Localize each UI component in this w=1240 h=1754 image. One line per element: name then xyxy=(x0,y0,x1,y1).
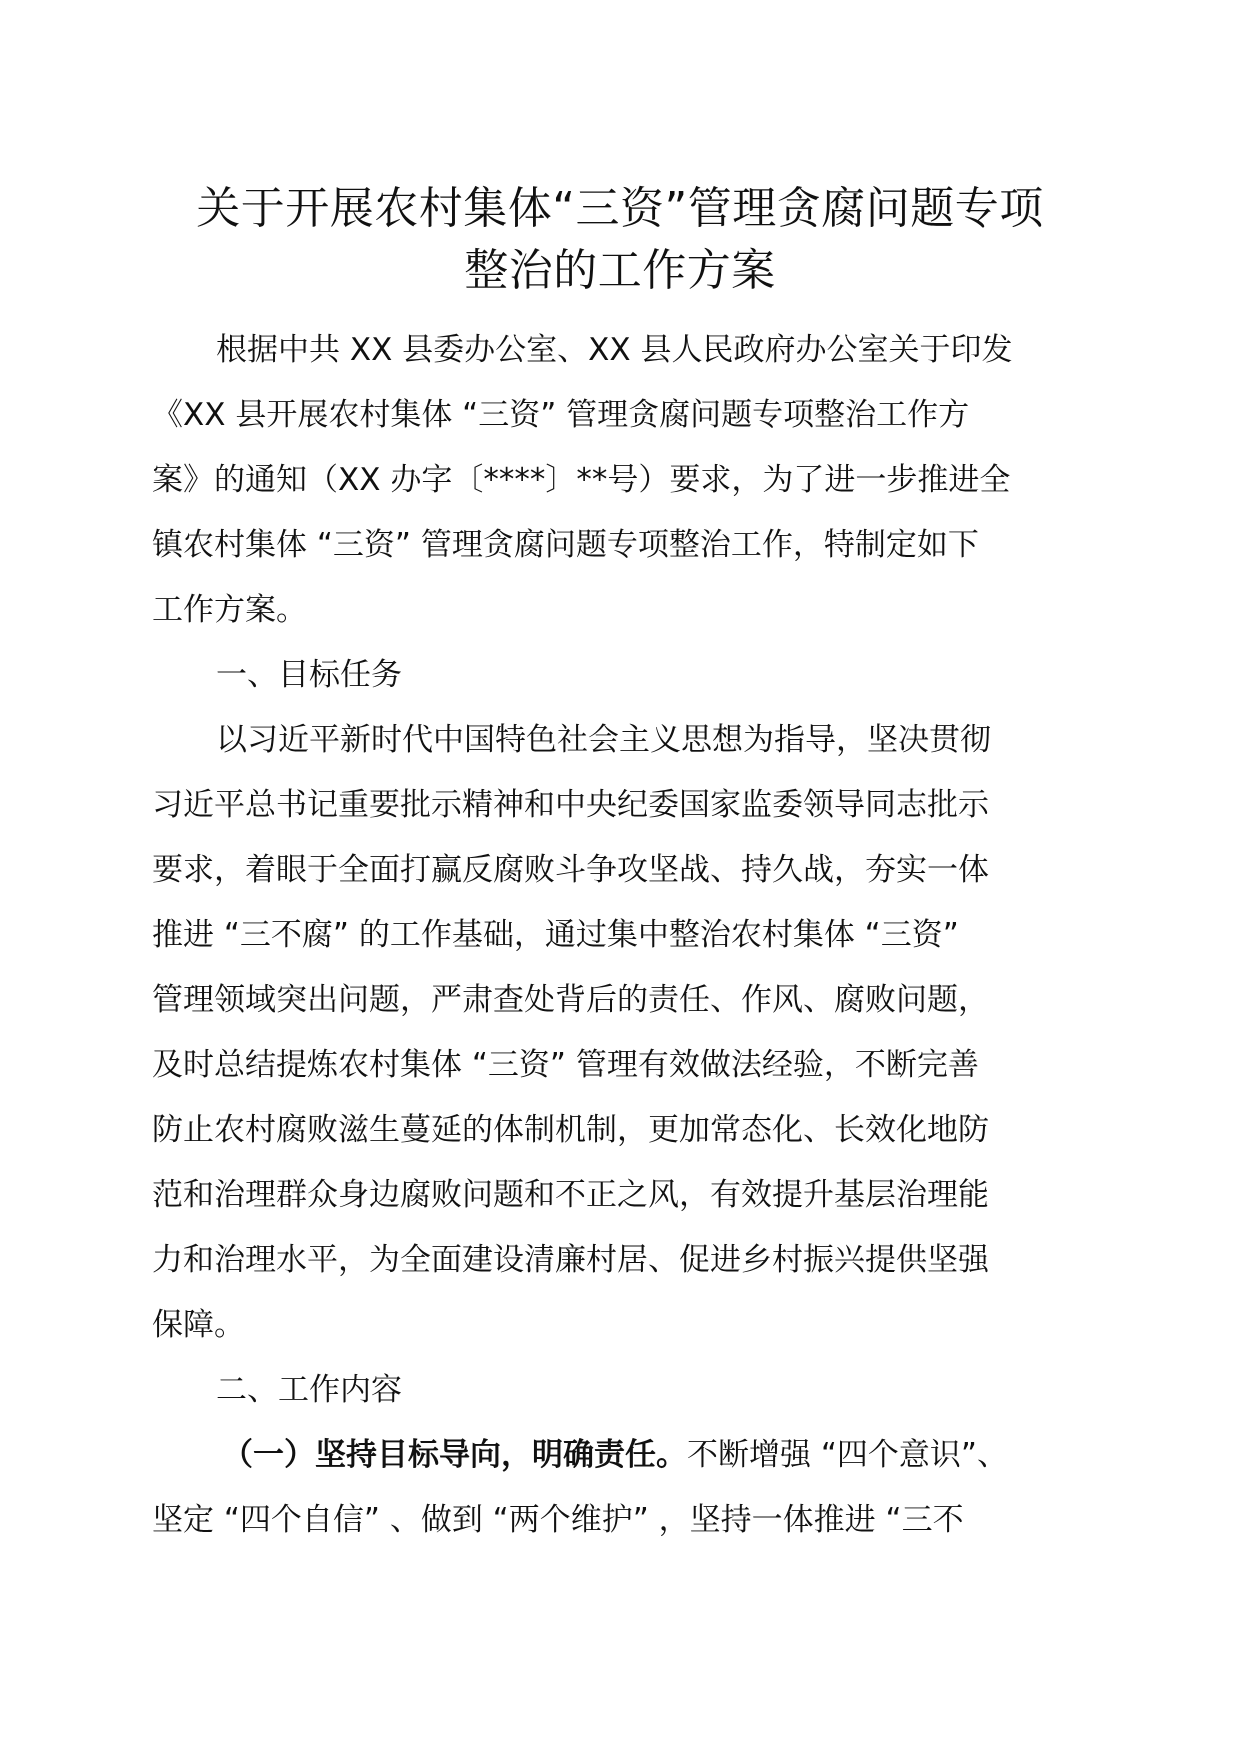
section-2-item-1-line xyxy=(152,1423,1062,1488)
intro-line: 案》的通知（XX 办字〔****〕**号）要求，为了进一步推进全 xyxy=(152,462,1011,498)
section-1-line: 要求，着眼于全面打赢反腐败斗争攻坚战、持久战，夯实一体 xyxy=(152,852,989,888)
intro-line: 《XX 县开展农村集体 “三资” 管理贪腐问题专项整治工作方 xyxy=(152,397,970,433)
section-1-line: 及时总结提炼农村集体 “三资” 管理有效做法经验，不断完善 xyxy=(152,1047,979,1083)
item-1-bold-lead: （一）坚持目标导向，明确责任。 xyxy=(222,1437,687,1473)
section-1-line: 以习近平新时代中国特色社会主义思想为指导，坚决贯彻 xyxy=(216,722,991,758)
section-1-line: 防止农村腐败滋生蔓延的体制机制，更加常态化、长效化地防 xyxy=(152,1112,989,1148)
section-2-item-1-line: 坚定 “四个自信” 、做到 “两个维护” ，坚持一体推进 “三不 xyxy=(152,1502,964,1538)
document-title-line-2: 整治的工作方案 xyxy=(464,245,776,296)
section-1-line: 力和治理水平，为全面建设清廉村居、促进乡村振兴提供坚强 xyxy=(152,1242,989,1278)
document-title-line-1: 关于开展农村集体“三资”管理贪腐问题专项 xyxy=(196,183,1044,234)
document-body xyxy=(152,318,1062,1553)
section-1-line: 管理领域突出问题，严肃查处背后的责任、作风、腐败问题， xyxy=(152,982,989,1018)
intro-line: 镇农村集体 “三资” 管理贪腐问题专项整治工作，特制定如下 xyxy=(152,527,979,563)
section-1-line: 范和治理群众身边腐败问题和不正之风，有效提升基层治理能 xyxy=(152,1177,989,1213)
section-1-line: 保障。 xyxy=(152,1307,245,1343)
intro-line: 根据中共 XX 县委办公室、XX 县人民政府办公室关于印发 xyxy=(216,332,1013,368)
document-title xyxy=(140,178,1100,302)
section-1-line: 推进 “三不腐” 的工作基础，通过集中整治农村集体 “三资” xyxy=(152,917,959,953)
intro-line: 工作方案。 xyxy=(152,592,307,628)
section-1-line: 习近平总书记重要批示精神和中央纪委国家监委领导同志批示 xyxy=(152,787,989,823)
section-heading-content: 二、工作内容 xyxy=(216,1372,402,1408)
item-1-text: 不断增强 “四个意识”、 xyxy=(687,1437,1008,1473)
section-heading-goals: 一、目标任务 xyxy=(216,657,402,693)
